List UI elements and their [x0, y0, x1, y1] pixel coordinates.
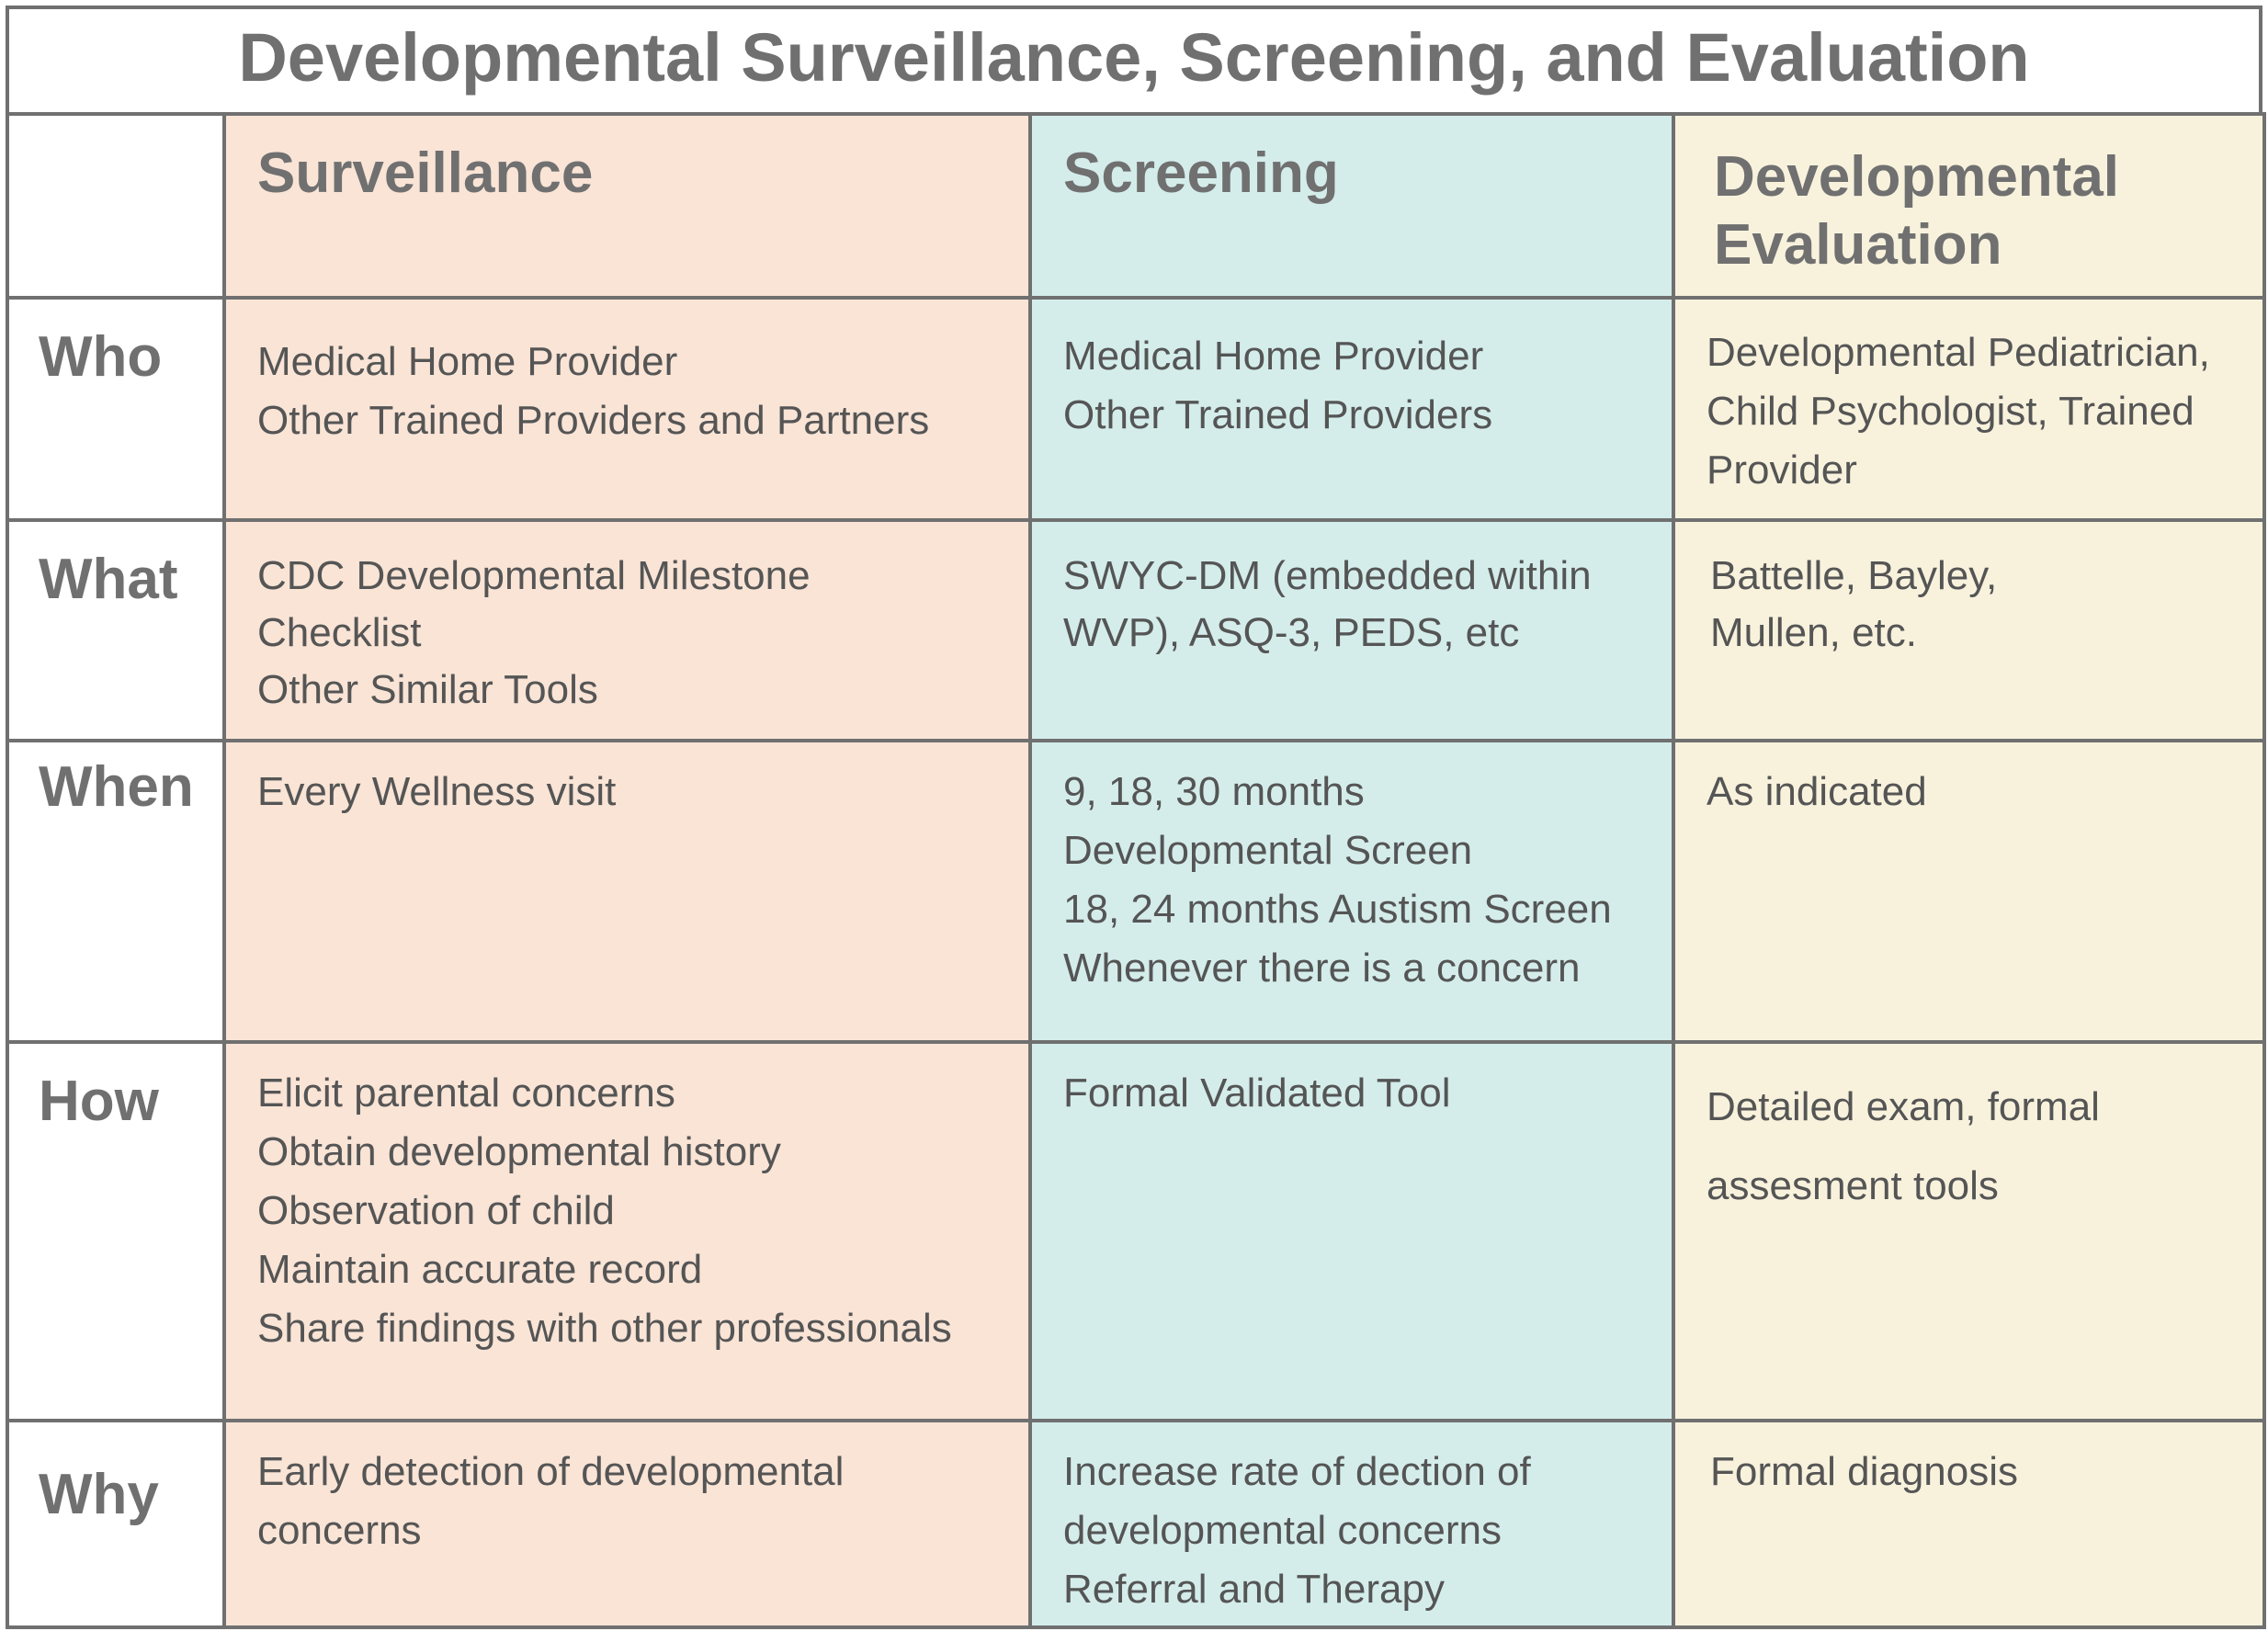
cell-how-screening: [1030, 1042, 1673, 1421]
cell-text: [1675, 1044, 2262, 1226]
row-why: [7, 1421, 2264, 1627]
cell-line: Provider: [1707, 447, 1857, 493]
header-row: [7, 114, 2264, 298]
row-label-cell: [7, 298, 224, 520]
row-label-why: Why: [39, 1463, 159, 1526]
comparison-table: [6, 112, 2266, 1629]
column-header-surveillance: [224, 114, 1030, 298]
cell-line: WVP), ASQ-3, PEDS, etc: [1063, 610, 1520, 655]
cell-text: [226, 1422, 1028, 1560]
cell-what-surveillance: [224, 520, 1030, 741]
cell-line: Early detection of developmental: [257, 1449, 845, 1494]
cell-text: [1032, 522, 1672, 662]
cell-line: 9, 18, 30 months: [1063, 769, 1365, 814]
row-label-cell: [7, 741, 224, 1042]
column-header-label: Surveillance: [257, 142, 594, 205]
cell-line: Other Trained Providers and Partners: [257, 398, 930, 443]
cell-line: concerns: [257, 1508, 422, 1553]
cell-line: Share findings with other professionals: [257, 1306, 952, 1351]
cell-line: Mullen, etc.: [1710, 610, 1917, 655]
cell-how-surveillance: [224, 1042, 1030, 1421]
row-label-how: How: [39, 1070, 159, 1133]
cell-text: [1032, 1422, 1672, 1619]
cell-text: [1032, 742, 1672, 998]
cell-line: Developmental Screen: [1063, 828, 1473, 873]
cell-line: Medical Home Provider: [257, 339, 678, 384]
cell-text: [226, 1044, 1028, 1358]
column-header-evaluation: [1673, 114, 2264, 298]
column-header-line: Developmental: [1714, 145, 2120, 209]
cell-text: [226, 300, 1028, 450]
row-label-who: Who: [39, 325, 163, 389]
corner-cell: [7, 114, 224, 298]
row-what: [7, 520, 2264, 741]
cell-why-surveillance: [224, 1421, 1030, 1627]
cell-how-evaluation: [1673, 1042, 2264, 1421]
cell-line: Other Similar Tools: [257, 667, 598, 712]
cell-text: [1675, 742, 2262, 821]
row-how: [7, 1042, 2264, 1421]
cell-line: Increase rate of dection of: [1063, 1449, 1531, 1494]
column-header-label: Screening: [1063, 142, 1339, 205]
cell-line: Medical Home Provider: [1063, 334, 1484, 379]
cell-text: [226, 522, 1028, 719]
cell-line: SWYC-DM (embedded within: [1063, 553, 1592, 598]
cell-line: As indicated: [1707, 769, 1927, 814]
cell-line: Formal diagnosis: [1710, 1449, 2019, 1494]
cell-why-evaluation: [1673, 1421, 2264, 1627]
cell-what-evaluation: [1673, 520, 2264, 741]
cell-line: Child Psychologist, Trained: [1707, 389, 2194, 434]
cell-line: assesment tools: [1707, 1163, 1999, 1208]
cell-line: Obtain developmental history: [257, 1129, 781, 1174]
cell-line: Checklist: [257, 610, 422, 655]
cell-when-evaluation: [1673, 741, 2264, 1042]
row-who: [7, 298, 2264, 520]
cell-who-screening: [1030, 298, 1673, 520]
column-header-label: [1675, 116, 2262, 279]
row-when: [7, 741, 2264, 1042]
cell-when-surveillance: [224, 741, 1030, 1042]
cell-why-screening: [1030, 1421, 1673, 1627]
cell-line: Maintain accurate record: [257, 1247, 703, 1292]
cell-line: CDC Developmental Milestone: [257, 553, 811, 598]
cell-who-surveillance: [224, 298, 1030, 520]
cell-line: Battelle, Bayley,: [1710, 553, 1998, 598]
cell-text: [1675, 522, 2262, 662]
cell-line: Whenever there is a concern: [1063, 946, 1581, 991]
cell-who-evaluation: [1673, 298, 2264, 520]
page-title: Developmental Surveillance, Screening, and Evaluation: [6, 6, 2262, 112]
cell-line: Observation of child: [257, 1188, 615, 1233]
cell-line: Referral and Therapy: [1063, 1567, 1445, 1612]
cell-text: [1675, 300, 2262, 500]
row-label-cell: [7, 1421, 224, 1627]
row-label-what: What: [39, 548, 178, 611]
cell-line: developmental concerns: [1063, 1508, 1502, 1553]
row-label-when: When: [39, 755, 194, 819]
cell-line: 18, 24 months Austism Screen: [1063, 887, 1612, 932]
cell-text: [1675, 1422, 2262, 1501]
row-label-cell: [7, 520, 224, 741]
cell-line: Developmental Pediatrician,: [1707, 330, 2210, 375]
row-label-cell: [7, 1042, 224, 1421]
column-header-screening: [1030, 114, 1673, 298]
cell-line: Other Trained Providers: [1063, 392, 1493, 437]
cell-line: Every Wellness visit: [257, 769, 617, 814]
cell-line: Detailed exam, formal: [1707, 1084, 2100, 1129]
cell-when-screening: [1030, 741, 1673, 1042]
cell-line: Elicit parental concerns: [257, 1070, 675, 1116]
cell-line: Formal Validated Tool: [1063, 1070, 1451, 1116]
column-header-line: Evaluation: [1714, 213, 2002, 277]
cell-text: [226, 742, 1028, 821]
cell-what-screening: [1030, 520, 1673, 741]
cell-text: [1032, 300, 1672, 445]
cell-text: [1032, 1044, 1672, 1123]
